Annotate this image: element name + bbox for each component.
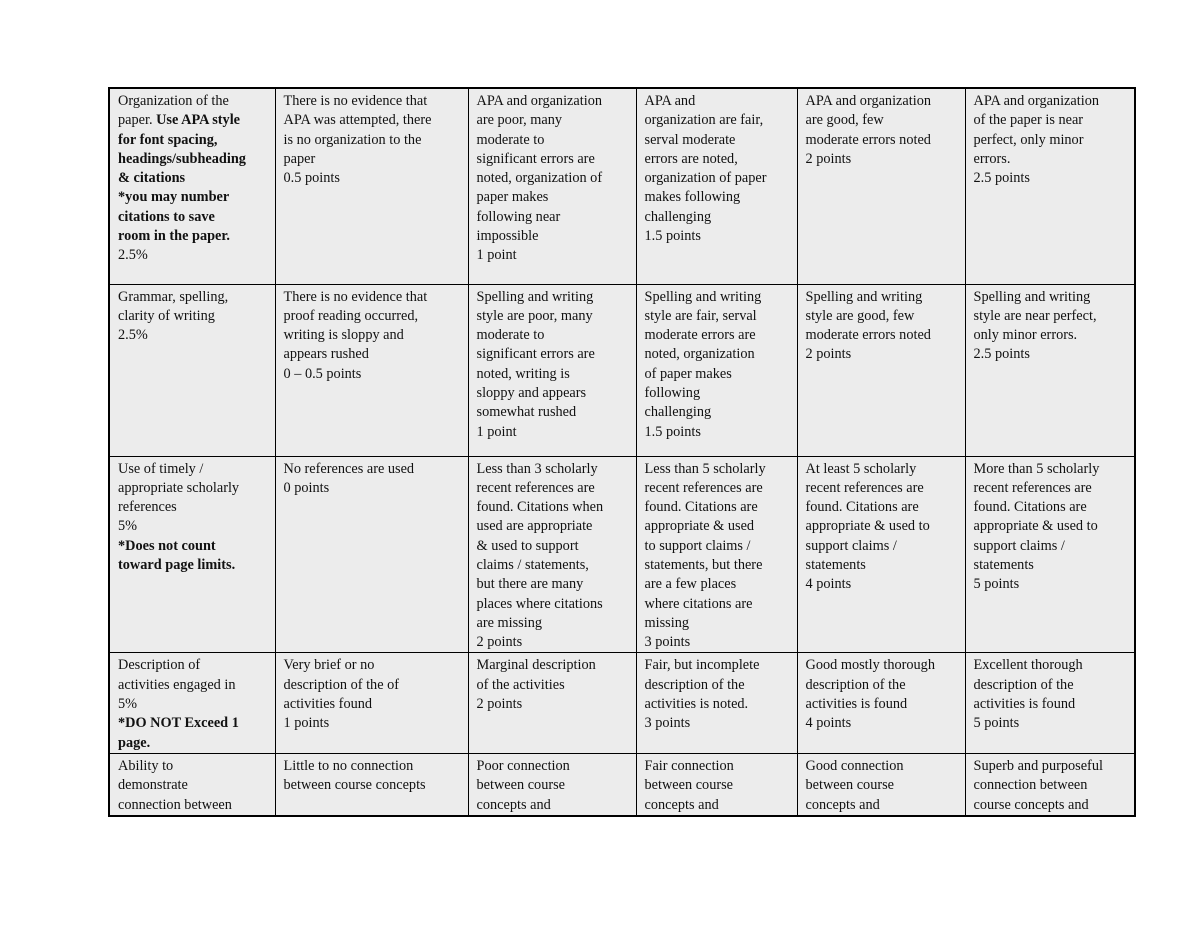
cell-line: statements, but there	[644, 556, 763, 573]
level-4-cell	[965, 653, 1135, 753]
cell-line: Marginal description	[476, 657, 596, 674]
cell-line: moderate errors noted	[805, 131, 931, 148]
cell-line: *DO NOT Exceed 1	[118, 715, 239, 732]
cell-line: connection between	[118, 796, 232, 813]
cell-line: style are good, few	[805, 307, 915, 324]
cell-text-bold: Use APA style	[156, 112, 241, 129]
cell-line: 2.5%	[118, 327, 148, 344]
cell-line: 2.5%	[118, 247, 148, 264]
criterion-cell	[109, 456, 275, 653]
cell-line: support claims /	[805, 537, 897, 554]
rubric-row	[109, 284, 1135, 456]
cell-line: 1.5 points	[644, 423, 701, 440]
level-1-cell	[468, 753, 636, 815]
level-4-cell	[965, 284, 1135, 456]
cell-line: where citations are	[644, 595, 753, 612]
cell-line: are missing	[476, 614, 543, 631]
rubric-table	[108, 87, 1136, 817]
cell-line: Good mostly thorough	[805, 657, 935, 674]
cell-line: places where citations	[476, 595, 603, 612]
cell-line: APA and organization	[476, 93, 602, 109]
cell-line: 1 points	[283, 715, 330, 732]
cell-line: There is no evidence that	[283, 288, 428, 305]
cell-line: perfect, only minor	[973, 131, 1084, 148]
level-4-cell	[965, 88, 1135, 284]
cell-line: organization are fair,	[644, 112, 764, 129]
rubric-row	[109, 753, 1135, 815]
cell-line: 2 points	[476, 696, 523, 713]
criterion-cell	[109, 653, 275, 753]
cell-line: At least 5 scholarly	[805, 460, 917, 477]
cell-line: used are appropriate	[476, 518, 593, 535]
level-3-cell	[797, 88, 965, 284]
cell-line: serval moderate	[644, 131, 736, 148]
cell-line: found. Citations are	[805, 499, 919, 516]
cell-line: makes following	[644, 189, 741, 206]
cell-line: 2.5 points	[973, 346, 1030, 363]
level-3-cell	[797, 653, 965, 753]
cell-line: statements	[805, 556, 866, 573]
cell-line: description of the	[973, 676, 1074, 693]
cell-line: description of the of	[283, 676, 400, 693]
rubric-body	[109, 88, 1135, 816]
cell-line: 0 – 0.5 points	[283, 365, 362, 382]
level-2-cell	[636, 456, 797, 653]
cell-line: 2 points	[805, 150, 852, 167]
level-3-cell	[797, 753, 965, 815]
cell-line: *you may number	[118, 189, 230, 206]
cell-line: Poor connection	[476, 757, 570, 774]
cell-line: significant errors are	[476, 150, 595, 167]
cell-line: page.	[118, 734, 151, 751]
cell-line: 5%	[118, 696, 138, 713]
cell-line: of the paper is near	[973, 112, 1084, 129]
cell-line: Ability to	[118, 757, 174, 774]
cell-line: 1 point	[476, 247, 517, 264]
cell-line: noted, organization	[644, 346, 755, 363]
level-3-cell	[797, 456, 965, 653]
cell-line: Fair connection	[644, 757, 734, 774]
level-0-cell	[275, 653, 468, 753]
cell-line: APA and organization	[805, 93, 931, 109]
cell-line: paper makes	[476, 189, 549, 206]
cell-line: recent references are	[973, 479, 1092, 496]
level-2-cell	[636, 88, 797, 284]
cell-line: activities engaged in	[118, 676, 236, 693]
level-0-cell	[275, 88, 468, 284]
cell-line: appears rushed	[283, 346, 369, 363]
cell-line: following	[644, 384, 701, 401]
cell-line: of paper makes	[644, 365, 732, 382]
cell-line: recent references are	[644, 479, 763, 496]
cell-line: Superb and purposeful	[973, 757, 1103, 774]
cell-line: writing is sloppy and	[283, 327, 404, 344]
cell-line: course concepts and	[973, 796, 1089, 813]
cell-line: between course concepts	[283, 777, 426, 794]
cell-line: references	[118, 499, 177, 516]
cell-line: appropriate & used to	[805, 518, 930, 535]
cell-line: between course	[476, 777, 566, 794]
cell-line: Spelling and writing	[973, 288, 1091, 305]
cell-line: found. Citations are	[973, 499, 1087, 516]
cell-line: missing	[644, 614, 689, 631]
level-1-cell	[468, 88, 636, 284]
cell-line: 2 points	[805, 346, 852, 363]
level-3-cell	[797, 284, 965, 456]
cell-line: following near	[476, 208, 561, 225]
cell-line: proof reading occurred,	[283, 307, 419, 324]
cell-line: connection between	[973, 777, 1088, 794]
cell-line: activities is noted.	[644, 696, 749, 713]
rubric-row	[109, 456, 1135, 653]
cell-line: Grammar, spelling,	[118, 288, 229, 305]
cell-line: activities is found	[805, 696, 908, 713]
cell-line: are good, few	[805, 112, 884, 129]
cell-line: noted, organization of	[476, 170, 603, 187]
cell-line: between course	[644, 777, 734, 794]
cell-line: There is no evidence that	[283, 93, 428, 109]
level-0-cell	[275, 284, 468, 456]
cell-line: & citations	[118, 170, 186, 187]
cell-line: activities found	[283, 696, 373, 713]
cell-line: 4 points	[805, 715, 852, 732]
cell-line: challenging	[644, 404, 712, 421]
cell-line: No references are used	[283, 460, 415, 477]
cell-line: moderate errors noted	[805, 327, 931, 344]
cell-line: support claims /	[973, 537, 1065, 554]
cell-line: paper	[283, 150, 316, 167]
level-4-cell	[965, 753, 1135, 815]
cell-line: errors are noted,	[644, 150, 738, 167]
cell-line: 5%	[118, 518, 138, 535]
cell-line: activities is found	[973, 696, 1076, 713]
cell-line: citations to save	[118, 208, 215, 225]
cell-line: sloppy and appears	[476, 384, 587, 401]
cell-line: Good connection	[805, 757, 904, 774]
criterion-cell	[109, 284, 275, 456]
cell-line: 1.5 points	[644, 228, 701, 245]
cell-line: found. Citations when	[476, 499, 604, 516]
cell-line: is no organization to the	[283, 131, 422, 148]
cell-line: Use of timely /	[118, 460, 204, 477]
level-1-cell	[468, 456, 636, 653]
cell-line: clarity of writing	[118, 307, 215, 324]
level-1-cell	[468, 284, 636, 456]
cell-line: 2.5 points	[973, 170, 1030, 187]
cell-line: Spelling and writing	[476, 288, 594, 305]
cell-line: More than 5 scholarly	[973, 460, 1100, 477]
cell-line: Excellent thorough	[973, 657, 1083, 674]
cell-line: between course	[805, 777, 895, 794]
cell-line	[118, 111, 267, 130]
rubric-row	[109, 653, 1135, 753]
level-1-cell	[468, 653, 636, 753]
cell-line: Little to no connection	[283, 757, 414, 774]
cell-line: headings/subheading	[118, 150, 246, 167]
cell-line: style are near perfect,	[973, 307, 1097, 324]
cell-line: Spelling and writing	[805, 288, 923, 305]
cell-line: significant errors are	[476, 346, 595, 363]
criterion-cell	[109, 753, 275, 815]
cell-text: paper.	[118, 112, 157, 129]
cell-line: & used to support	[476, 537, 579, 554]
cell-line: of the activities	[476, 676, 565, 693]
cell-line: 4 points	[805, 576, 852, 593]
cell-line: only minor errors.	[973, 327, 1078, 344]
cell-line: appropriate & used to	[973, 518, 1098, 535]
cell-line: 5 points	[973, 715, 1020, 732]
cell-line: description of the	[805, 676, 906, 693]
cell-line: style are fair, serval	[644, 307, 757, 324]
cell-line: are poor, many	[476, 112, 563, 129]
cell-line: moderate errors are	[644, 327, 756, 344]
cell-line: recent references are	[805, 479, 924, 496]
cell-line: APA and	[644, 93, 696, 109]
level-2-cell	[636, 753, 797, 815]
cell-line: organization of paper	[644, 170, 767, 187]
cell-line: Spelling and writing	[644, 288, 762, 305]
cell-line: 3 points	[644, 715, 691, 732]
rubric-row	[109, 88, 1135, 284]
cell-line: for font spacing,	[118, 131, 218, 148]
cell-line: style are poor, many	[476, 307, 593, 324]
cell-line: 2 points	[476, 634, 523, 651]
cell-line: concepts and	[644, 796, 719, 813]
cell-line: description of the	[644, 676, 745, 693]
cell-line: 0 points	[283, 479, 330, 496]
cell-line: Organization of the	[118, 93, 229, 109]
cell-line: concepts and	[805, 796, 880, 813]
cell-line: Description of	[118, 657, 201, 674]
criterion-cell	[109, 88, 275, 284]
cell-line: to support claims /	[644, 537, 751, 554]
cell-line: concepts and	[476, 796, 551, 813]
cell-line: *Does not count	[118, 537, 216, 554]
cell-line: recent references are	[476, 479, 595, 496]
cell-line: APA and organization	[973, 93, 1099, 109]
cell-line: noted, writing is	[476, 365, 570, 382]
cell-line: demonstrate	[118, 777, 188, 794]
level-0-cell	[275, 456, 468, 653]
cell-line: Less than 5 scholarly	[644, 460, 766, 477]
cell-line: errors.	[973, 150, 1011, 167]
cell-line: toward page limits.	[118, 556, 236, 573]
cell-line: APA was attempted, there	[283, 112, 432, 129]
cell-line: 1 point	[476, 423, 517, 440]
cell-line: appropriate & used	[644, 518, 755, 535]
cell-line: Less than 3 scholarly	[476, 460, 598, 477]
level-2-cell	[636, 653, 797, 753]
cell-line: 0.5 points	[283, 170, 340, 187]
cell-line: Fair, but incomplete	[644, 657, 760, 674]
cell-line: room in the paper.	[118, 228, 231, 245]
cell-line: impossible	[476, 228, 539, 245]
cell-line: appropriate scholarly	[118, 479, 240, 496]
cell-line: are a few places	[644, 576, 737, 593]
level-4-cell	[965, 456, 1135, 653]
cell-line: somewhat rushed	[476, 404, 577, 421]
cell-line: 5 points	[973, 576, 1020, 593]
cell-line: moderate to	[476, 131, 545, 148]
level-2-cell	[636, 284, 797, 456]
cell-line: found. Citations are	[644, 499, 758, 516]
cell-line: statements	[973, 556, 1034, 573]
cell-line: Very brief or no	[283, 657, 375, 674]
cell-line: but there are many	[476, 576, 584, 593]
cell-line: claims / statements,	[476, 556, 589, 573]
cell-line: challenging	[644, 208, 712, 225]
cell-line: 3 points	[644, 634, 691, 651]
level-0-cell	[275, 753, 468, 815]
cell-line: moderate to	[476, 327, 545, 344]
